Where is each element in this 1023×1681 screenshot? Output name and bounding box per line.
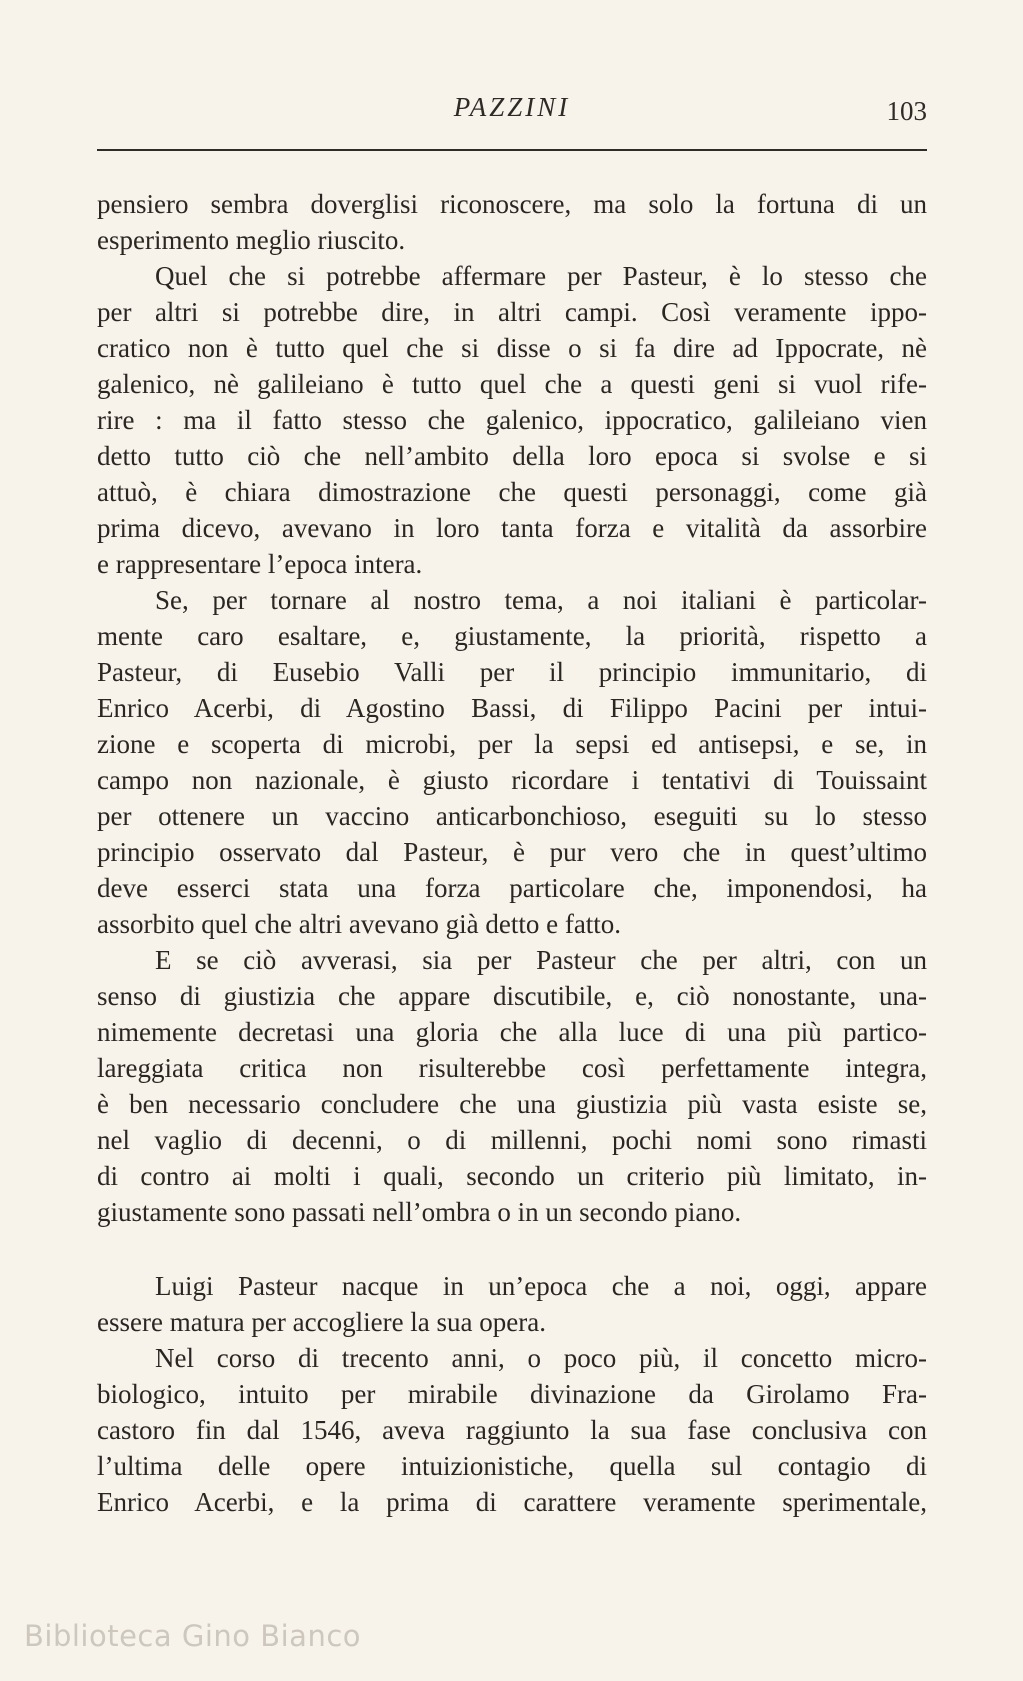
text-line: Enrico Acerbi, e la prima di carattere veramente sperimentale, xyxy=(97,1487,927,1517)
text-line: galenico, nè galileiano è tutto quel che a questi geni si vuol rife- xyxy=(97,369,927,399)
text-line: esperimento meglio riuscito. xyxy=(97,225,406,255)
text-line: assorbito quel che altri avevano già detto e fatto. xyxy=(97,909,622,939)
text-line: nel vaglio di decenni, o di millenni, pochi nomi sono rimasti xyxy=(97,1125,927,1155)
library-watermark: Biblioteca Gino Bianco xyxy=(24,1619,362,1653)
text-line: Luigi Pasteur nacque in un’epoca che a noi, oggi, appare xyxy=(155,1271,927,1301)
text-line: zione e scoperta di microbi, per la sepsi ed antisepsi, e se, in xyxy=(97,729,927,759)
header-rule xyxy=(97,149,927,151)
text-line: campo non nazionale, è giusto ricordare i tentativi di Touissaint xyxy=(97,765,927,795)
text-line: detto tutto ciò che nell’ambito della loro epoca si svolse e si xyxy=(97,441,927,471)
text-line: Nel corso di trecento anni, o poco più, il concetto micro- xyxy=(155,1343,927,1373)
text-line: Se, per tornare al nostro tema, a noi italiani è particolar- xyxy=(155,585,927,615)
text-line: l’ultima delle opere intuizionistiche, quella sul contagio di xyxy=(97,1451,927,1481)
text-line: pensiero sembra doverglisi riconoscere, ma solo la fortuna di un xyxy=(97,189,927,219)
section-gap xyxy=(97,1230,927,1268)
text-line: per altri si potrebbe dire, in altri campi. Così veramente ippo- xyxy=(97,297,927,327)
running-title: PAZZINI xyxy=(453,92,571,122)
text-line: Quel che si potrebbe affermare per Pasteur, è lo stesso che xyxy=(155,261,927,291)
text-line: attuò, è chiara dimostrazione che questi personaggi, come già xyxy=(97,477,927,507)
text-line: prima dicevo, avevano in loro tanta forza e vitalità da assorbire xyxy=(97,513,927,543)
text-line: per ottenere un vaccino anticarbonchioso, eseguiti su lo stesso xyxy=(97,801,927,831)
text-line: essere matura per accogliere la sua opera. xyxy=(97,1307,546,1337)
page-number: 103 xyxy=(886,96,927,126)
text-line: biologico, intuito per mirabile divinazione da Girolamo Fra- xyxy=(97,1379,927,1409)
text-line: è ben necessario concludere che una giustizia più vasta esiste se, xyxy=(97,1089,927,1119)
text-line: mente caro esaltare, e, giustamente, la priorità, rispetto a xyxy=(97,621,927,651)
text-line: deve esserci stata una forza particolare che, imponendosi, ha xyxy=(97,873,927,903)
body-text xyxy=(97,186,927,1520)
text-line: e rappresentare l’epoca intera. xyxy=(97,549,423,579)
text-line: Pasteur, di Eusebio Valli per il principio immunitario, di xyxy=(97,657,927,687)
running-head xyxy=(97,92,927,132)
text-line: Enrico Acerbi, di Agostino Bassi, di Filippo Pacini per intui- xyxy=(97,693,927,723)
text-line: rire : ma il fatto stesso che galenico, ippocratico, galileiano vien xyxy=(97,405,927,435)
text-line: castoro fin dal 1546, aveva raggiunto la sua fase conclusiva con xyxy=(97,1415,927,1445)
text-line: senso di giustizia che appare discutibile, e, ciò nonostante, una- xyxy=(97,981,927,1011)
text-line: cratico non è tutto quel che si disse o si fa dire ad Ippocrate, nè xyxy=(97,333,927,363)
text-line: lareggiata critica non risulterebbe così perfettamente integra, xyxy=(97,1053,927,1083)
text-line: principio osservato dal Pasteur, è pur vero che in quest’ultimo xyxy=(97,837,927,867)
text-line: di contro ai molti i quali, secondo un criterio più limitato, in- xyxy=(97,1161,927,1191)
text-line: E se ciò avverasi, sia per Pasteur che per altri, con un xyxy=(155,945,927,975)
text-line: giustamente sono passati nell’ombra o in un secondo piano. xyxy=(97,1197,742,1227)
text-line: nimemente decretasi una gloria che alla luce di una più partico- xyxy=(97,1017,927,1047)
